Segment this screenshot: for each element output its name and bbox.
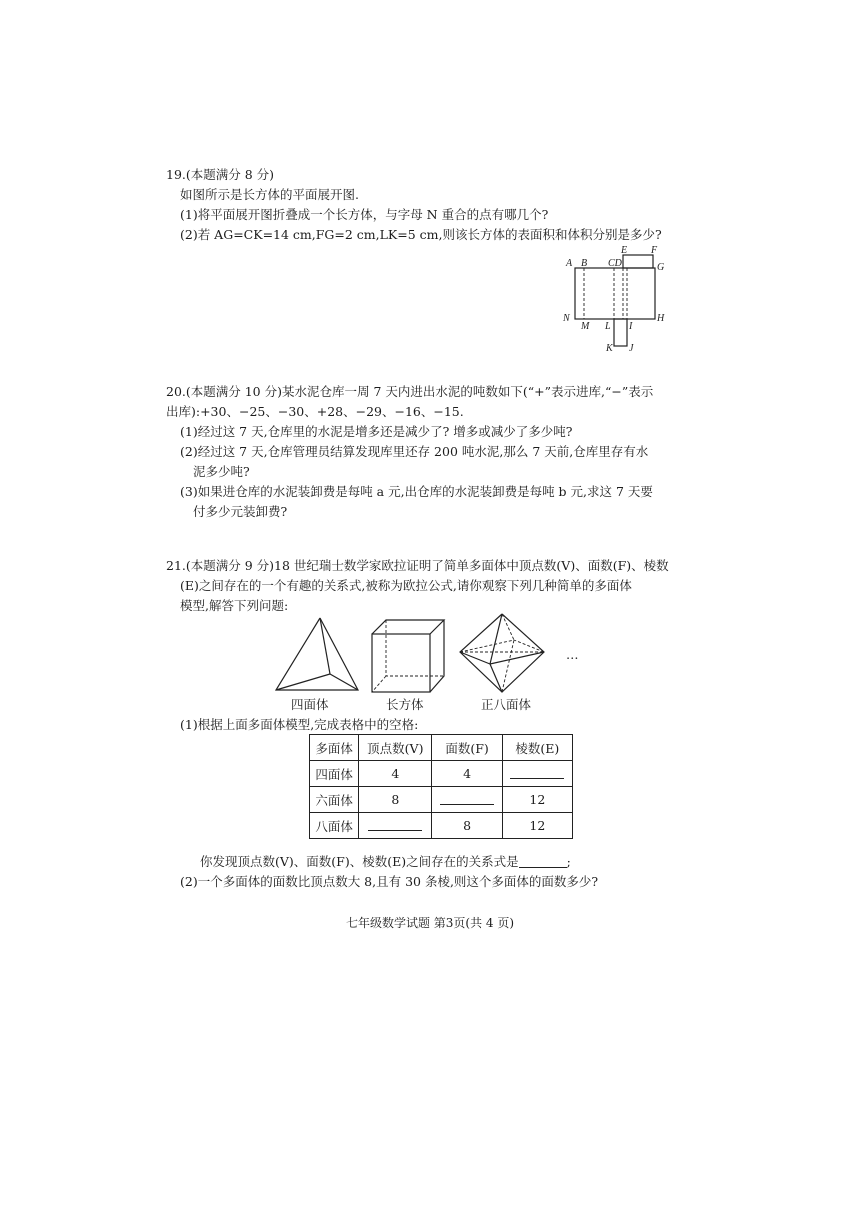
q20-line2: 出库):+30、−25、−30、+28、−29、−16、−15. — [166, 404, 464, 419]
answer-blank-faces[interactable] — [432, 787, 502, 813]
table-row — [310, 813, 573, 839]
q20-part3a: (3)如果进仓库的水泥装卸费是每吨 a 元,出仓库的水泥装卸费是每吨 b 元,求这 7 天要 — [180, 484, 653, 499]
table-cell: 8 — [359, 787, 432, 813]
table-header-cell: 顶点数(V) — [359, 735, 432, 761]
q21-part1: (1)根据上面多面体模型,完成表格中的空格: — [180, 717, 419, 732]
octahedron-label: 正八面体 — [481, 697, 532, 712]
q19-header: 19.(本题满分 8 分) — [166, 167, 275, 182]
label-J: J — [629, 343, 634, 354]
q21-line3: 模型,解答下列问题: — [180, 598, 289, 613]
label-E: E — [621, 245, 628, 256]
table-cell: 4 — [359, 761, 432, 787]
cuboid-net-figure — [560, 243, 675, 355]
table-row — [310, 761, 573, 787]
cuboid-figure — [368, 614, 450, 694]
table-cell: 四面体 — [310, 761, 359, 787]
q20-part1: (1)经过这 7 天,仓库里的水泥是增多还是减少了? 增多或减少了多少吨? — [180, 424, 573, 439]
q21-relation-line — [200, 854, 571, 870]
table-row — [310, 787, 573, 813]
label-M: M — [581, 321, 590, 332]
label-I: I — [629, 321, 633, 332]
table-cell: 12 — [502, 787, 572, 813]
q20-part2b: 泥多少吨? — [193, 464, 250, 479]
q21-part2: (2)一个多面体的面数比顶点数大 8,且有 30 条棱,则这个多面体的面数多少? — [180, 874, 599, 889]
figures-ellipsis: … — [566, 647, 579, 662]
q19-intro: 如图所示是长方体的平面展开图. — [180, 187, 359, 202]
label-G: G — [657, 262, 665, 273]
label-H: H — [657, 313, 665, 324]
q21-relation-end: ; — [566, 854, 571, 869]
answer-blank-relation[interactable] — [519, 855, 567, 868]
cuboid-label: 长方体 — [386, 697, 424, 712]
table-header-cell: 面数(F) — [432, 735, 502, 761]
q20-line1: 20.(本题满分 10 分)某水泥仓库一周 7 天内进出水泥的吨数如下(“+”表示进库,“−”表示 — [166, 384, 654, 399]
polyhedron-table — [309, 734, 573, 839]
answer-blank-edges[interactable] — [502, 761, 572, 787]
label-N: N — [563, 313, 570, 324]
page-footer: 七年级数学试题 第3页(共 4 页) — [345, 916, 515, 930]
label-K: K — [606, 343, 613, 354]
octahedron-figure — [456, 612, 548, 694]
label-CD: CD — [608, 258, 622, 269]
q19-part2: (2)若 AG=CK=14 cm,FG=2 cm,LK=5 cm,则该长方体的表面积和体积分别是多少? — [180, 227, 662, 242]
label-B: B — [581, 258, 588, 269]
q19-part1: (1)将平面展开图折叠成一个长方体，与字母 N 重合的点有哪几个? — [180, 207, 549, 222]
label-A: A — [566, 258, 573, 269]
q20-part3b: 付多少元装卸费? — [193, 504, 288, 519]
table-cell: 8 — [432, 813, 502, 839]
table-cell: 六面体 — [310, 787, 359, 813]
tetrahedron-label: 四面体 — [291, 697, 329, 712]
tetrahedron-figure — [272, 616, 364, 692]
label-L: L — [605, 321, 611, 332]
table-cell: 八面体 — [310, 813, 359, 839]
q21-relation-text: 你发现顶点数(V)、面数(F)、棱数(E)之间存在的关系式是 — [200, 854, 519, 869]
q21-line2: (E)之间存在的一个有趣的关系式,被称为欧拉公式,请你观察下列几种简单的多面体 — [180, 578, 632, 593]
q21-line1: 21.(本题满分 9 分)18 世纪瑞士数学家欧拉证明了简单多面体中顶点数(V)、面数(F)、棱数 — [166, 558, 669, 573]
table-header-cell: 棱数(E) — [502, 735, 572, 761]
table-header-cell: 多面体 — [310, 735, 359, 761]
label-F: F — [651, 245, 658, 256]
answer-blank-vertices[interactable] — [359, 813, 432, 839]
table-header-row — [310, 735, 573, 761]
table-cell: 12 — [502, 813, 572, 839]
q20-part2a: (2)经过这 7 天,仓库管理员结算发现库里还存 200 吨水泥,那么 7 天前,仓库里存有水 — [180, 444, 649, 459]
table-cell: 4 — [432, 761, 502, 787]
